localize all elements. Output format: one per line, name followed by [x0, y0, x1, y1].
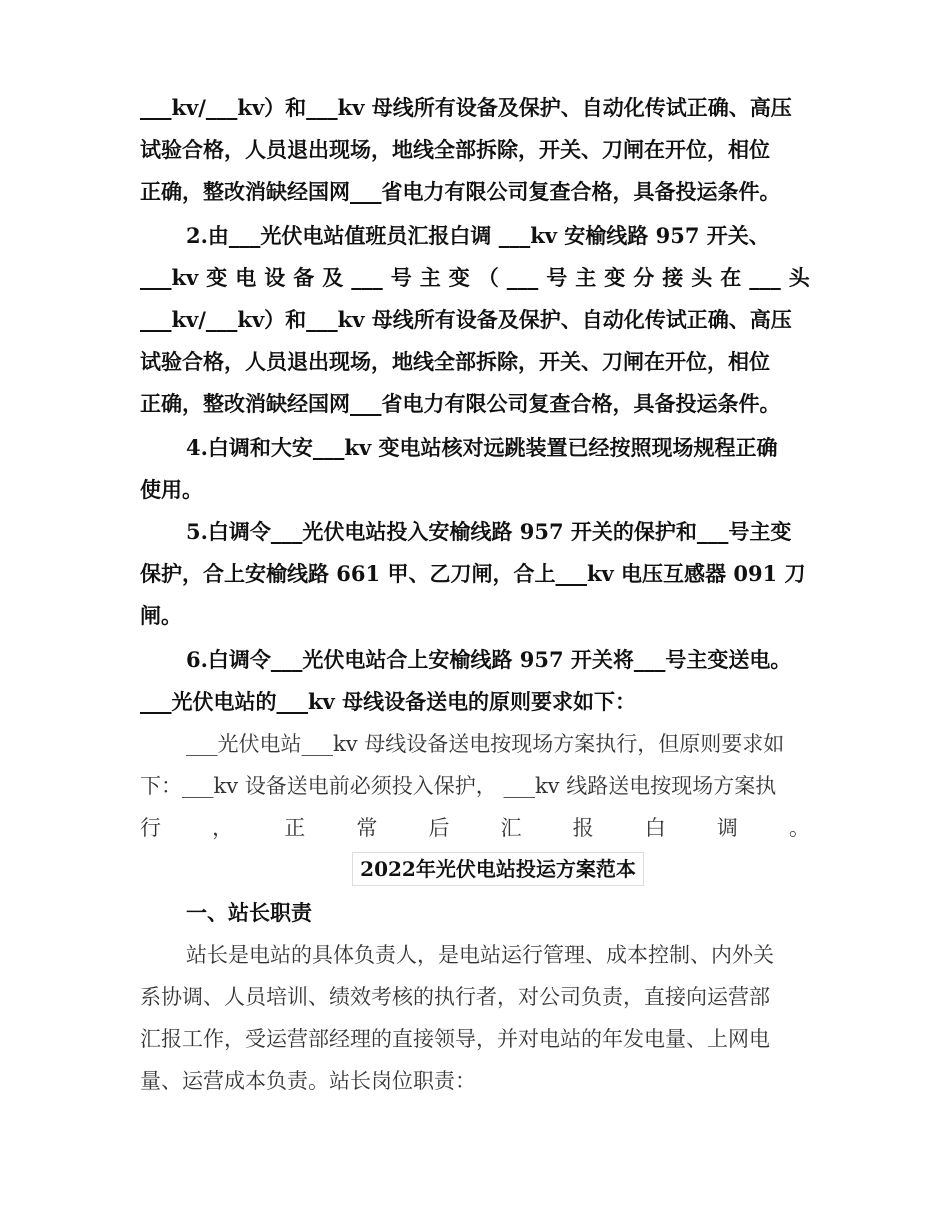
item-2-line-2-part: （: [477, 265, 499, 290]
item-2-line-2-part: ___: [506, 265, 539, 290]
principle-line-3-part: 汇: [500, 816, 522, 840]
item-2-line-2-part: 头: [691, 265, 713, 290]
station-chief-line-2: 系协调、人员培训、绩效考核的执行者，对公司负责，直接向运营部: [140, 985, 770, 1009]
item-2-line-2-part: 变: [604, 265, 626, 290]
item-2-line-2-part: 及: [322, 265, 344, 290]
item-2-line-2-part: 变: [206, 265, 228, 290]
item-6-line-2: ___光伏电站的___kv 母线设备送电的原则要求如下：: [140, 689, 637, 714]
item-2-line-2-part: 主: [575, 265, 597, 290]
principle-line-3-part: 行: [140, 816, 161, 840]
item-5-line-2: 保护，合上安榆线路 661 甲、乙刀闸，合上___kv 电压互感器 091 刀: [140, 561, 806, 586]
principle-line-3-part: 后: [428, 816, 450, 840]
principle-line-3-part: 白: [644, 816, 666, 840]
principle-line-3-part: ，: [212, 816, 234, 840]
item-2-line-2-part: 接: [662, 265, 684, 290]
item-6-line-1: 6.白调令___光伏电站合上安榆线路 957 开关将___号主变送电。: [186, 647, 792, 672]
principle-line-2: 下：___kv 设备送电前必须投入保护， ___kv 线路送电按现场方案执: [140, 774, 777, 798]
item-4-line-2: 使用。: [140, 477, 203, 502]
item-2-line-2-part: 变: [448, 265, 470, 290]
item-2-line-2-part: 电: [235, 265, 257, 290]
item-2-line-2: [140, 263, 810, 293]
item-2-line-2-part: ___: [749, 265, 781, 290]
item-2-line-1: 2.由___光伏电站值班员汇报白调 ___kv 安榆线路 957 开关、: [186, 223, 770, 248]
item-2-line-3: ___kv/___kv）和___kv 母线所有设备及保护、自动化传试正确、高压: [140, 307, 792, 332]
item-2-line-2-part: ___kv: [140, 265, 199, 290]
item-2-line-2-part: 头: [788, 265, 810, 290]
principle-line-3-part: 调: [716, 816, 738, 840]
item-2-line-2-part: 备: [293, 265, 315, 290]
principle-line-3: [140, 813, 810, 843]
item-2-line-2-part: 主: [419, 265, 441, 290]
principle-line-3-part: 常: [356, 816, 378, 840]
item-2-line-2-part: 分: [633, 265, 655, 290]
paragraph-a-line-2: 试验合格，人员退出现场，地线全部拆除，开关、刀闸在开位，相位: [140, 137, 770, 162]
station-chief-line-1: 站长是电站的具体负责人，是电站运行管理、成本控制、内外关: [186, 943, 774, 967]
item-2-line-2-part: ___: [351, 265, 383, 290]
paragraph-a-line-3: 正确，整改消缺经国网___省电力有限公司复查合格，具备投运条件。: [140, 179, 781, 204]
station-chief-heading: 一、站长职责: [186, 900, 312, 925]
station-chief-line-4: 量、运营成本负责。站长岗位职责：: [140, 1069, 476, 1093]
item-2-line-2-part: 设: [264, 265, 286, 290]
section-title: 2022年光伏电站投运方案范本: [352, 852, 644, 886]
item-2-line-5: 正确，整改消缺经国网___省电力有限公司复查合格，具备投运条件。: [140, 391, 781, 416]
station-chief-line-3: 汇报工作，受运营部经理的直接领导，并对电站的年发电量、上网电: [140, 1027, 770, 1051]
item-2-line-2-part: 在: [720, 265, 742, 290]
principle-line-3-part: 。: [788, 816, 810, 840]
item-2-line-2-part: 号: [390, 265, 412, 290]
item-4-line-1: 4.白调和大安___kv 变电站核对远跳装置已经按照现场规程正确: [186, 435, 778, 460]
principle-line-3-part: 报: [572, 816, 594, 840]
paragraph-a-line-1: ___kv/___kv）和___kv 母线所有设备及保护、自动化传试正确、高压: [140, 95, 792, 120]
item-5-line-3: 闸。: [140, 603, 182, 628]
item-2-line-4: 试验合格，人员退出现场，地线全部拆除，开关、刀闸在开位，相位: [140, 349, 770, 374]
principle-line-1: ___光伏电站___kv 母线设备送电按现场方案执行，但原则要求如: [186, 732, 785, 756]
principle-line-3-part: 正: [284, 816, 306, 840]
item-2-line-2-part: 号: [546, 265, 568, 290]
item-5-line-1: 5.白调令___光伏电站投入安榆线路 957 开关的保护和___号主变: [186, 519, 792, 544]
